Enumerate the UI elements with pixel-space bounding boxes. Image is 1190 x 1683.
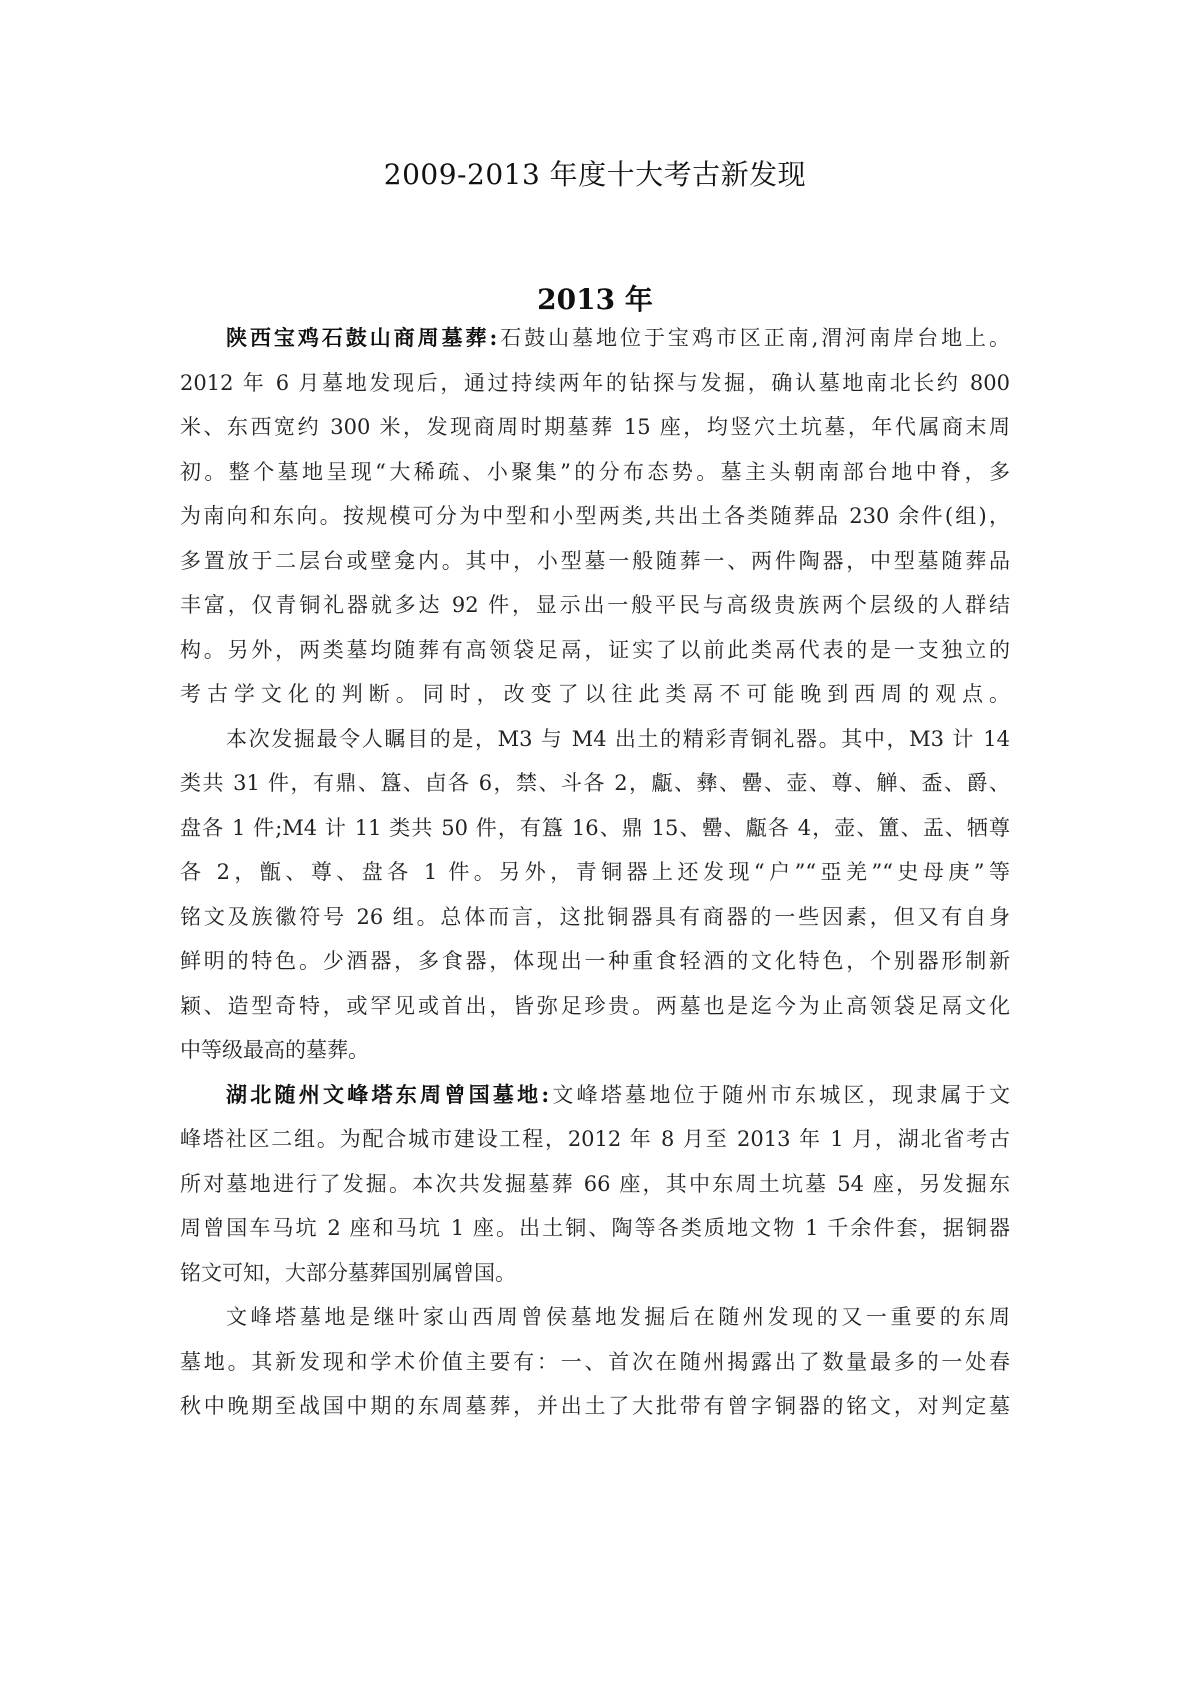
line-text: 文峰塔墓地位于随州市东城区，现隶属于文 — [549, 1082, 1010, 1107]
text-line: 初。整个墓地呈现“大稀疏、小聚集”的分布态势。墓主头朝南部台地中脊，多 — [180, 459, 1010, 484]
text-line: 颖、造型奇特，或罕见或首出，皆弥足珍贵。两墓也是迄今为止高领袋足鬲文化 — [180, 993, 1010, 1018]
text-line: 盘各 1 件;M4 计 11 类共 50 件，有簋 16、鼎 15、罍、甗各 4，壶、簠、盂、牺尊 — [180, 815, 1010, 840]
text-line: 本次发掘最令人瞩目的是，M3 与 M4 出土的精彩青铜礼器。其中，M3 计 14 — [226, 726, 1010, 751]
text-line: 多置放于二层台或壁龛内。其中，小型墓一般随葬一、两件陶器，中型墓随葬品 — [180, 548, 1010, 573]
text-line: 铭文及族徽符号 26 组。总体而言，这批铜器具有商器的一些因素，但又有自身 — [180, 904, 1010, 929]
text-line: 铭文可知，大部分墓葬国别属曾国。 — [180, 1260, 516, 1285]
document-title: 2009-2013 年度十大考古新发现 — [383, 158, 807, 191]
text-line: 构。另外，两类墓均随葬有高领袋足鬲，证实了以前此类鬲代表的是一支独立的 — [180, 637, 1010, 662]
text-line: 所对墓地进行了发掘。本次共发掘墓葬 66 座，其中东周土坑墓 54 座，另发掘东 — [180, 1171, 1010, 1196]
paragraph — [180, 1295, 1010, 1429]
text-line: 墓地。其新发现和学术价值主要有：一、首次在随州揭露出了数量最多的一处春 — [180, 1349, 1010, 1374]
text-line: 丰富，仅青铜礼器就多达 92 件，显示出一般平民与高级贵族两个层级的人群结 — [180, 593, 1010, 617]
paragraph — [180, 316, 1010, 717]
text-line: 为南向和东向。按规模可分为中型和小型两类,共出土各类随葬品 230 余件(组)， — [180, 504, 1010, 528]
text-line: 各 2，甑、尊、盘各 1 件。另外，青铜器上还发现“户”“亞羌”“史母庚”等 — [180, 860, 1010, 884]
paragraph — [180, 1073, 1010, 1296]
document-body — [180, 316, 1010, 1429]
text-line: 米、东西宽约 300 米，发现商周时期墓葬 15 座，均竖穴土坑墓，年代属商末周 — [180, 415, 1010, 439]
text-line: 中等级最高的墓葬。 — [180, 1038, 369, 1062]
text-line: 峰塔社区二组。为配合城市建设工程，2012 年 8 月至 2013 年 1 月，湖北省考古 — [180, 1127, 1010, 1151]
year-heading: 2013 年 — [537, 283, 653, 316]
text-line — [180, 316, 1010, 361]
section-suizhou-wenfengta — [180, 1073, 1010, 1429]
section-lead-title: 湖北随州文峰塔东周曾国墓地: — [226, 1081, 550, 1107]
text-line: 鲜明的特色。少酒器，多食器，体现出一种重食轻酒的文化特色，个别器形制新 — [180, 949, 1010, 973]
section-lead-title: 陕西宝鸡石鼓山商周墓葬: — [226, 325, 498, 350]
text-line: 类共 31 件，有鼎、簋、卣各 6，禁、斗各 2，甗、彝、罍、壶、尊、觯、盉、爵、 — [180, 771, 1010, 795]
text-line: 秋中晚期至战国中期的东周墓葬，并出土了大批带有曾字铜器的铭文，对判定墓 — [180, 1394, 1010, 1418]
text-line: 文峰塔墓地是继叶家山西周曾侯墓地发掘后在随州发现的又一重要的东周 — [226, 1305, 1010, 1329]
section-baoji-shigushan — [180, 316, 1010, 1073]
text-line: 2012 年 6 月墓地发现后，通过持续两年的钻探与发掘，确认墓地南北长约 800 — [180, 370, 1010, 395]
text-line: 考古学文化的判断。同时，改变了以往此类鬲不可能晚到西周的观点。 — [180, 682, 1010, 706]
text-line: 周曾国车马坑 2 座和马坑 1 座。出土铜、陶等各类质地文物 1 千余件套，据铜器 — [180, 1216, 1010, 1240]
paragraph — [180, 717, 1010, 1073]
line-text: 石鼓山墓地位于宝鸡市区正南,渭河南岸台地上。 — [497, 326, 1010, 350]
text-line — [180, 1073, 1010, 1118]
